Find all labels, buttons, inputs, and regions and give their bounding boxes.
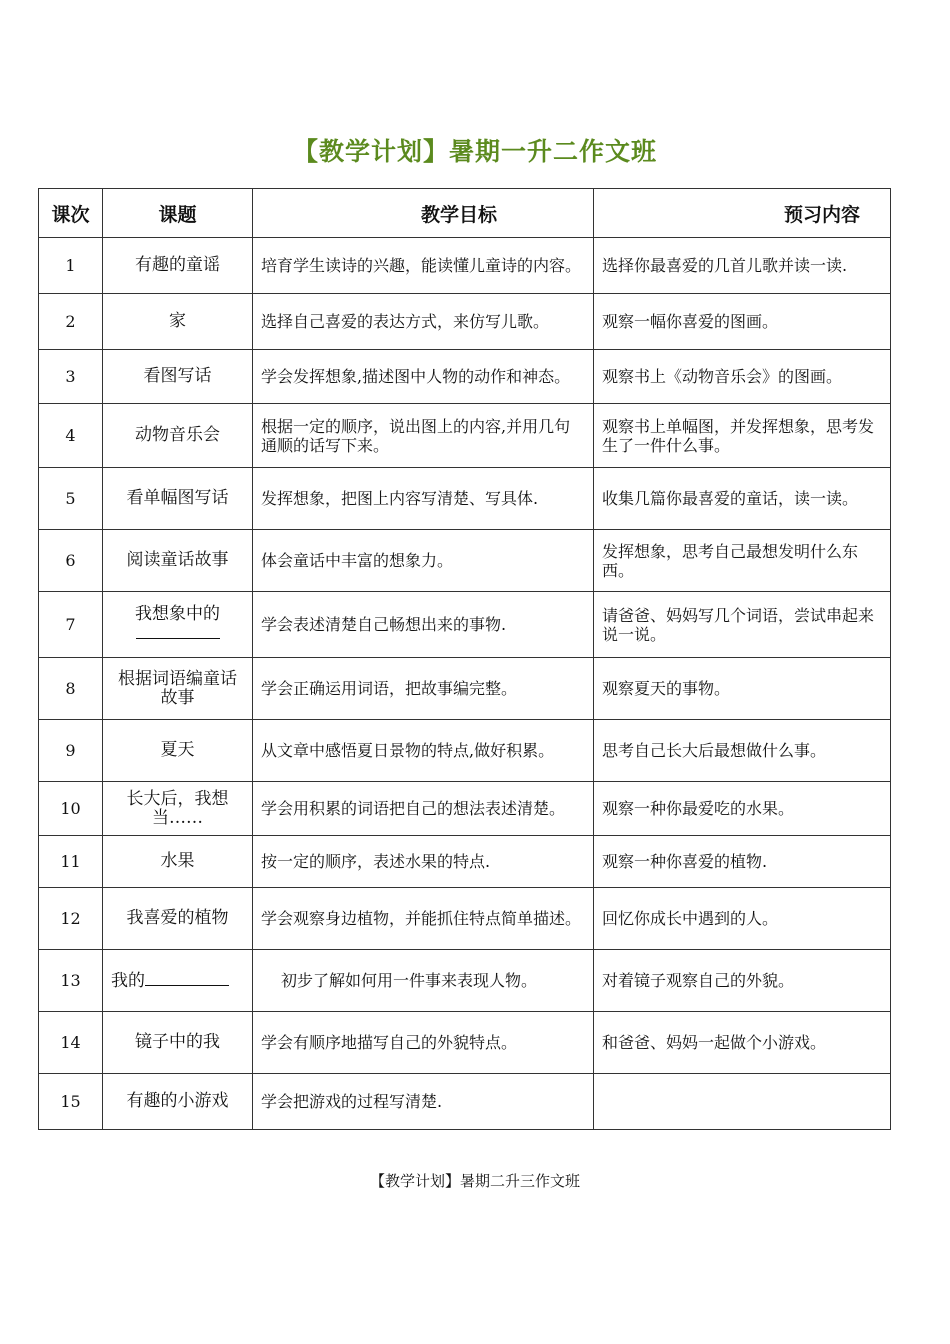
lesson-no: 14 — [39, 1012, 103, 1074]
lesson-goal: 从文章中感悟夏日景物的特点,做好积累。 — [253, 720, 594, 782]
lesson-topic-with-blank — [103, 592, 253, 658]
lesson-preview: 观察一幅你喜爱的图画。 — [594, 294, 891, 350]
lesson-no: 1 — [39, 238, 103, 294]
lesson-preview: 对着镜子观察自己的外貌。 — [594, 950, 891, 1012]
lesson-topic: 夏天 — [103, 720, 253, 782]
table-header-row — [39, 189, 891, 238]
lesson-goal: 学会有顺序地描写自己的外貌特点。 — [253, 1012, 594, 1074]
lesson-preview: 观察一种你喜爱的植物. — [594, 836, 891, 888]
table-row — [39, 888, 891, 950]
lesson-topic: 看单幅图写话 — [103, 468, 253, 530]
lesson-preview: 发挥想象，思考自己最想发明什么东西。 — [594, 530, 891, 592]
table-row — [39, 950, 891, 1012]
lesson-no: 4 — [39, 404, 103, 468]
next-section-title: 【教学计划】暑期二升三作文班 — [369, 1172, 580, 1190]
lesson-goal: 体会童话中丰富的想象力。 — [253, 530, 594, 592]
fill-in-blank — [136, 624, 220, 639]
lesson-no: 3 — [39, 350, 103, 404]
lesson-topic: 我喜爱的植物 — [103, 888, 253, 950]
table-row — [39, 350, 891, 404]
lesson-goal: 学会观察身边植物，并能抓住特点简单描述。 — [253, 888, 594, 950]
lesson-topic: 根据词语编童话故事 — [103, 658, 253, 720]
table-row — [39, 468, 891, 530]
lesson-goal: 选择自己喜爱的表达方式，来仿写儿歌。 — [253, 294, 594, 350]
lesson-topic: 水果 — [103, 836, 253, 888]
lesson-goal: 按一定的顺序，表述水果的特点. — [253, 836, 594, 888]
lesson-topic: 有趣的小游戏 — [103, 1074, 253, 1130]
lesson-topic: 我的 — [111, 970, 145, 991]
lesson-no: 7 — [39, 592, 103, 658]
lesson-preview: 观察夏天的事物。 — [594, 658, 891, 720]
header-topic: 课题 — [103, 189, 253, 238]
lesson-no: 8 — [39, 658, 103, 720]
table-row — [39, 592, 891, 658]
lesson-preview: 观察书上单幅图，并发挥想象，思考发生了一件什么事。 — [594, 404, 891, 468]
lesson-topic: 阅读童话故事 — [103, 530, 253, 592]
lesson-goal: 学会发挥想象,描述图中人物的动作和神态。 — [253, 350, 594, 404]
lesson-no: 6 — [39, 530, 103, 592]
lesson-topic: 有趣的童谣 — [103, 238, 253, 294]
lesson-topic: 看图写话 — [103, 350, 253, 404]
header-goal: 教学目标 — [253, 189, 594, 238]
lesson-no: 13 — [39, 950, 103, 1012]
lesson-goal: 培育学生读诗的兴趣，能读懂儿童诗的内容。 — [253, 238, 594, 294]
table-row — [39, 404, 891, 468]
table-row — [39, 658, 891, 720]
table-row — [39, 782, 891, 836]
page-title: 【教学计划】暑期一升二作文班 — [292, 137, 657, 166]
lesson-goal: 初步了解如何用一件事来表现人物。 — [253, 950, 594, 1012]
lesson-preview: 和爸爸、妈妈一起做个小游戏。 — [594, 1012, 891, 1074]
lesson-topic: 我想象中的 — [135, 604, 220, 624]
lesson-preview: 请爸爸、妈妈写几个词语，尝试串起来说一说。 — [594, 592, 891, 658]
lesson-preview: 收集几篇你最喜爱的童话，读一读。 — [594, 468, 891, 530]
lesson-no: 15 — [39, 1074, 103, 1130]
lesson-no: 11 — [39, 836, 103, 888]
lesson-goal: 学会正确运用词语，把故事编完整。 — [253, 658, 594, 720]
lesson-plan-table — [38, 188, 891, 1130]
table-row — [39, 1012, 891, 1074]
lesson-goal: 学会把游戏的过程写清楚. — [253, 1074, 594, 1130]
lesson-topic: 镜子中的我 — [103, 1012, 253, 1074]
fill-in-blank — [145, 971, 229, 986]
lesson-no: 2 — [39, 294, 103, 350]
lesson-goal: 发挥想象，把图上内容写清楚、写具体. — [253, 468, 594, 530]
lesson-topic: 家 — [103, 294, 253, 350]
lesson-no: 5 — [39, 468, 103, 530]
table-row — [39, 836, 891, 888]
table-row — [39, 530, 891, 592]
lesson-no: 9 — [39, 720, 103, 782]
lesson-goal: 根据一定的顺序，说出图上的内容,并用几句通顺的话写下来。 — [253, 404, 594, 468]
lesson-goal: 学会表述清楚自己畅想出来的事物. — [253, 592, 594, 658]
lesson-topic: 长大后，我想当…… — [103, 782, 253, 836]
lesson-no: 10 — [39, 782, 103, 836]
lesson-preview: 选择你最喜爱的几首儿歌并读一读. — [594, 238, 891, 294]
lesson-preview: 观察书上《动物音乐会》的图画。 — [594, 350, 891, 404]
header-preview: 预习内容 — [594, 189, 891, 238]
table-row — [39, 720, 891, 782]
lesson-preview: 观察一种你最爱吃的水果。 — [594, 782, 891, 836]
lesson-goal: 学会用积累的词语把自己的想法表述清楚。 — [253, 782, 594, 836]
header-lesson-no: 课次 — [39, 189, 103, 238]
lesson-topic: 动物音乐会 — [103, 404, 253, 468]
table-row — [39, 238, 891, 294]
lesson-no: 12 — [39, 888, 103, 950]
lesson-preview — [594, 1074, 891, 1130]
lesson-preview: 思考自己长大后最想做什么事。 — [594, 720, 891, 782]
lesson-preview: 回忆你成长中遇到的人。 — [594, 888, 891, 950]
table-row — [39, 294, 891, 350]
lesson-topic-with-blank — [103, 950, 253, 1012]
table-row — [39, 1074, 891, 1130]
